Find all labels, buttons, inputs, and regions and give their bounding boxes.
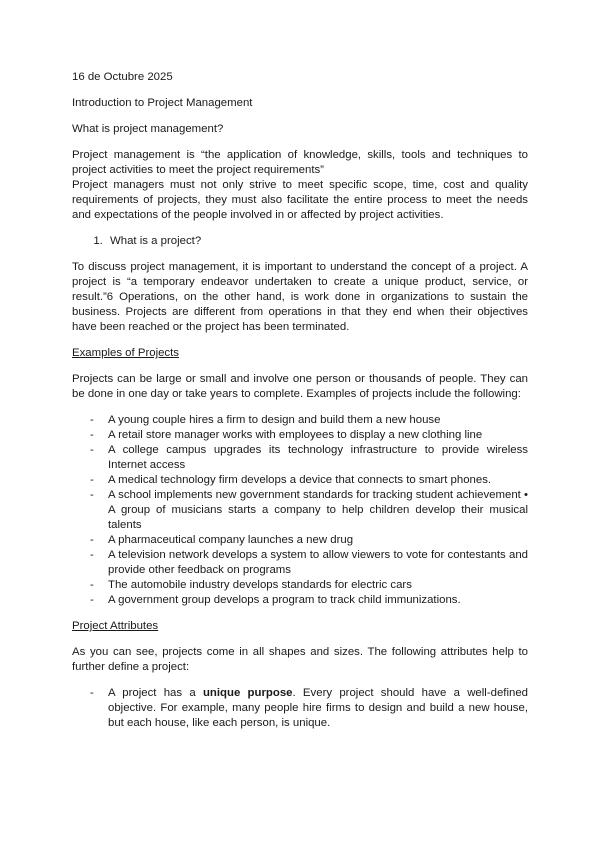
- managers-paragraph: Project managers must not only strive to meet specific scope, time, cost and quality requirements of projects, they must also facilitate the entire process to meet the needs and expectations of the people involved in or affected by project activities.: [72, 179, 528, 221]
- list-item-text: A retail store manager works with employees to display a new clothing line: [108, 429, 483, 441]
- dash-bullet: -: [90, 579, 94, 591]
- attribute-text-after: . Every project should have a well-defined objective. For example, many people hire firms to design and build a new house, but each house, like each person, is unique.: [108, 687, 528, 729]
- list-item: [72, 593, 528, 608]
- dash-bullet: -: [90, 594, 94, 606]
- list-item-text: A college campus upgrades its technology infrastructure to provide wireless Internet access: [108, 444, 528, 471]
- list-item-text: A school implements new government standards for tracking student achievement • A group of musicians starts a company to help children develop their musical talents: [108, 489, 528, 531]
- dash-bullet: -: [90, 534, 94, 546]
- list-item-text: A medical technology firm develops a device that connects to smart phones.: [108, 474, 492, 486]
- list-item: [72, 533, 528, 548]
- section-question: What is project management?: [72, 123, 224, 135]
- dash-bullet: -: [90, 549, 94, 561]
- definition-paragraph: Project management is “the application of knowledge, skills, tools and techniques to project activities to meet the project requirements”: [72, 149, 528, 176]
- list-item: [72, 488, 528, 533]
- list-item: [72, 428, 528, 443]
- examples-intro: Projects can be large or small and involve one person or thousands of people. They can be done in one day or take years to complete. Examples of projects include the following:: [72, 373, 528, 400]
- attributes-intro: As you can see, projects come in all shapes and sizes. The following attributes help to further define a project:: [72, 646, 528, 673]
- numbered-list: [72, 234, 528, 249]
- dash-bullet: -: [90, 414, 94, 426]
- list-item-text: A pharmaceutical company launches a new drug: [108, 534, 354, 546]
- list-item-text: A young couple hires a firm to design and build them a new house: [108, 414, 441, 426]
- list-item: [72, 578, 528, 593]
- dash-bullet: -: [90, 429, 94, 441]
- list-item: [72, 443, 528, 473]
- definition-block: [72, 148, 528, 223]
- document-title: Introduction to Project Management: [72, 97, 253, 109]
- examples-list: [72, 413, 528, 608]
- examples-heading: Examples of Projects: [72, 347, 179, 359]
- attribute-bold-term: unique purpose: [202, 687, 293, 699]
- numbered-item-what-is-project: 1. What is a project?: [106, 234, 528, 249]
- dash-bullet: -: [90, 687, 94, 699]
- dash-bullet: -: [90, 489, 94, 501]
- dash-bullet: -: [90, 474, 94, 486]
- list-item-text: A television network develops a system to allow viewers to vote for contestants and provide other feedback on programs: [108, 549, 528, 576]
- list-item: [72, 413, 528, 428]
- list-item: [72, 473, 528, 488]
- list-item-text: The automobile industry develops standards for electric cars: [108, 579, 412, 591]
- document-date: 16 de Octubre 2025: [72, 71, 173, 83]
- list-item-text: A government group develops a program to track child immunizations.: [108, 594, 461, 606]
- list-item: [72, 686, 528, 731]
- list-item: [72, 548, 528, 578]
- attributes-heading: Project Attributes: [72, 620, 159, 632]
- project-paragraph: To discuss project management, it is important to understand the concept of a project. A project is “a temporary endeavor undertaken to create a unique product, service, or result.”6 Operations, on the other hand, is work done in organizations to sustain the business. Projects are different from operations in that they end when their objectives have been reached or the project has been terminated.: [72, 261, 528, 333]
- attributes-list: [72, 686, 528, 731]
- dash-bullet: -: [90, 444, 94, 456]
- attribute-text-before: A project has a: [108, 687, 203, 699]
